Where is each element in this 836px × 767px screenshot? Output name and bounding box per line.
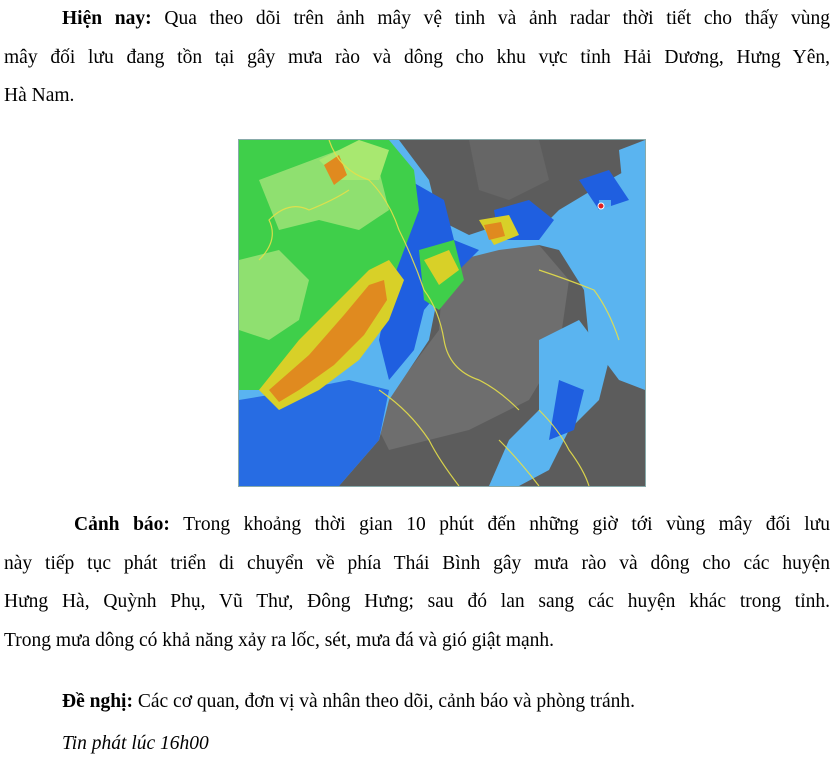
warning-text-1: Trong khoảng thời gian 10 phút đến những giờ tới vùng mây đối lưu [183, 514, 830, 535]
warning-label: Cảnh báo: [74, 514, 170, 535]
intro-line-2: mây đối lưu đang tồn tại gây mưa rào và dông cho khu vực tỉnh Hải Dương, Hưng Yên, [4, 46, 830, 68]
warning-line-1 [4, 506, 830, 545]
warning-paragraph [4, 506, 830, 660]
recommendation-label: Đề nghị: [62, 691, 133, 712]
warning-line-4: Trong mưa dông có khả năng xảy ra lốc, sét, mưa đá và gió giật mạnh. [4, 629, 555, 651]
radar-map-graphic [239, 140, 645, 486]
intro-paragraph [4, 0, 830, 116]
issued-time: Tin phát lúc 16h00 [62, 733, 209, 754]
intro-line-3: Hà Nam. [4, 85, 75, 106]
intro-label: Hiện nay: [62, 8, 152, 29]
recommendation-line [4, 683, 830, 722]
warning-line-2: này tiếp tục phát triển di chuyển về phía Thái Bình gây mưa rào và dông cho các huyện [4, 552, 830, 574]
recommendation-paragraph [4, 683, 830, 722]
radar-image [238, 139, 646, 487]
issued-paragraph [4, 725, 830, 764]
warning-line-3: Hưng Hà, Quỳnh Phụ, Vũ Thư, Đông Hưng; sau đó lan sang các huyện khác trong tỉnh. [4, 591, 830, 612]
intro-line-1 [4, 0, 830, 39]
recommendation-text: Các cơ quan, đơn vị và nhân theo dõi, cảnh báo và phòng tránh. [137, 691, 635, 712]
intro-text-1: Qua theo dõi trên ảnh mây vệ tinh và ảnh radar thời tiết cho thấy vùng [164, 8, 830, 29]
